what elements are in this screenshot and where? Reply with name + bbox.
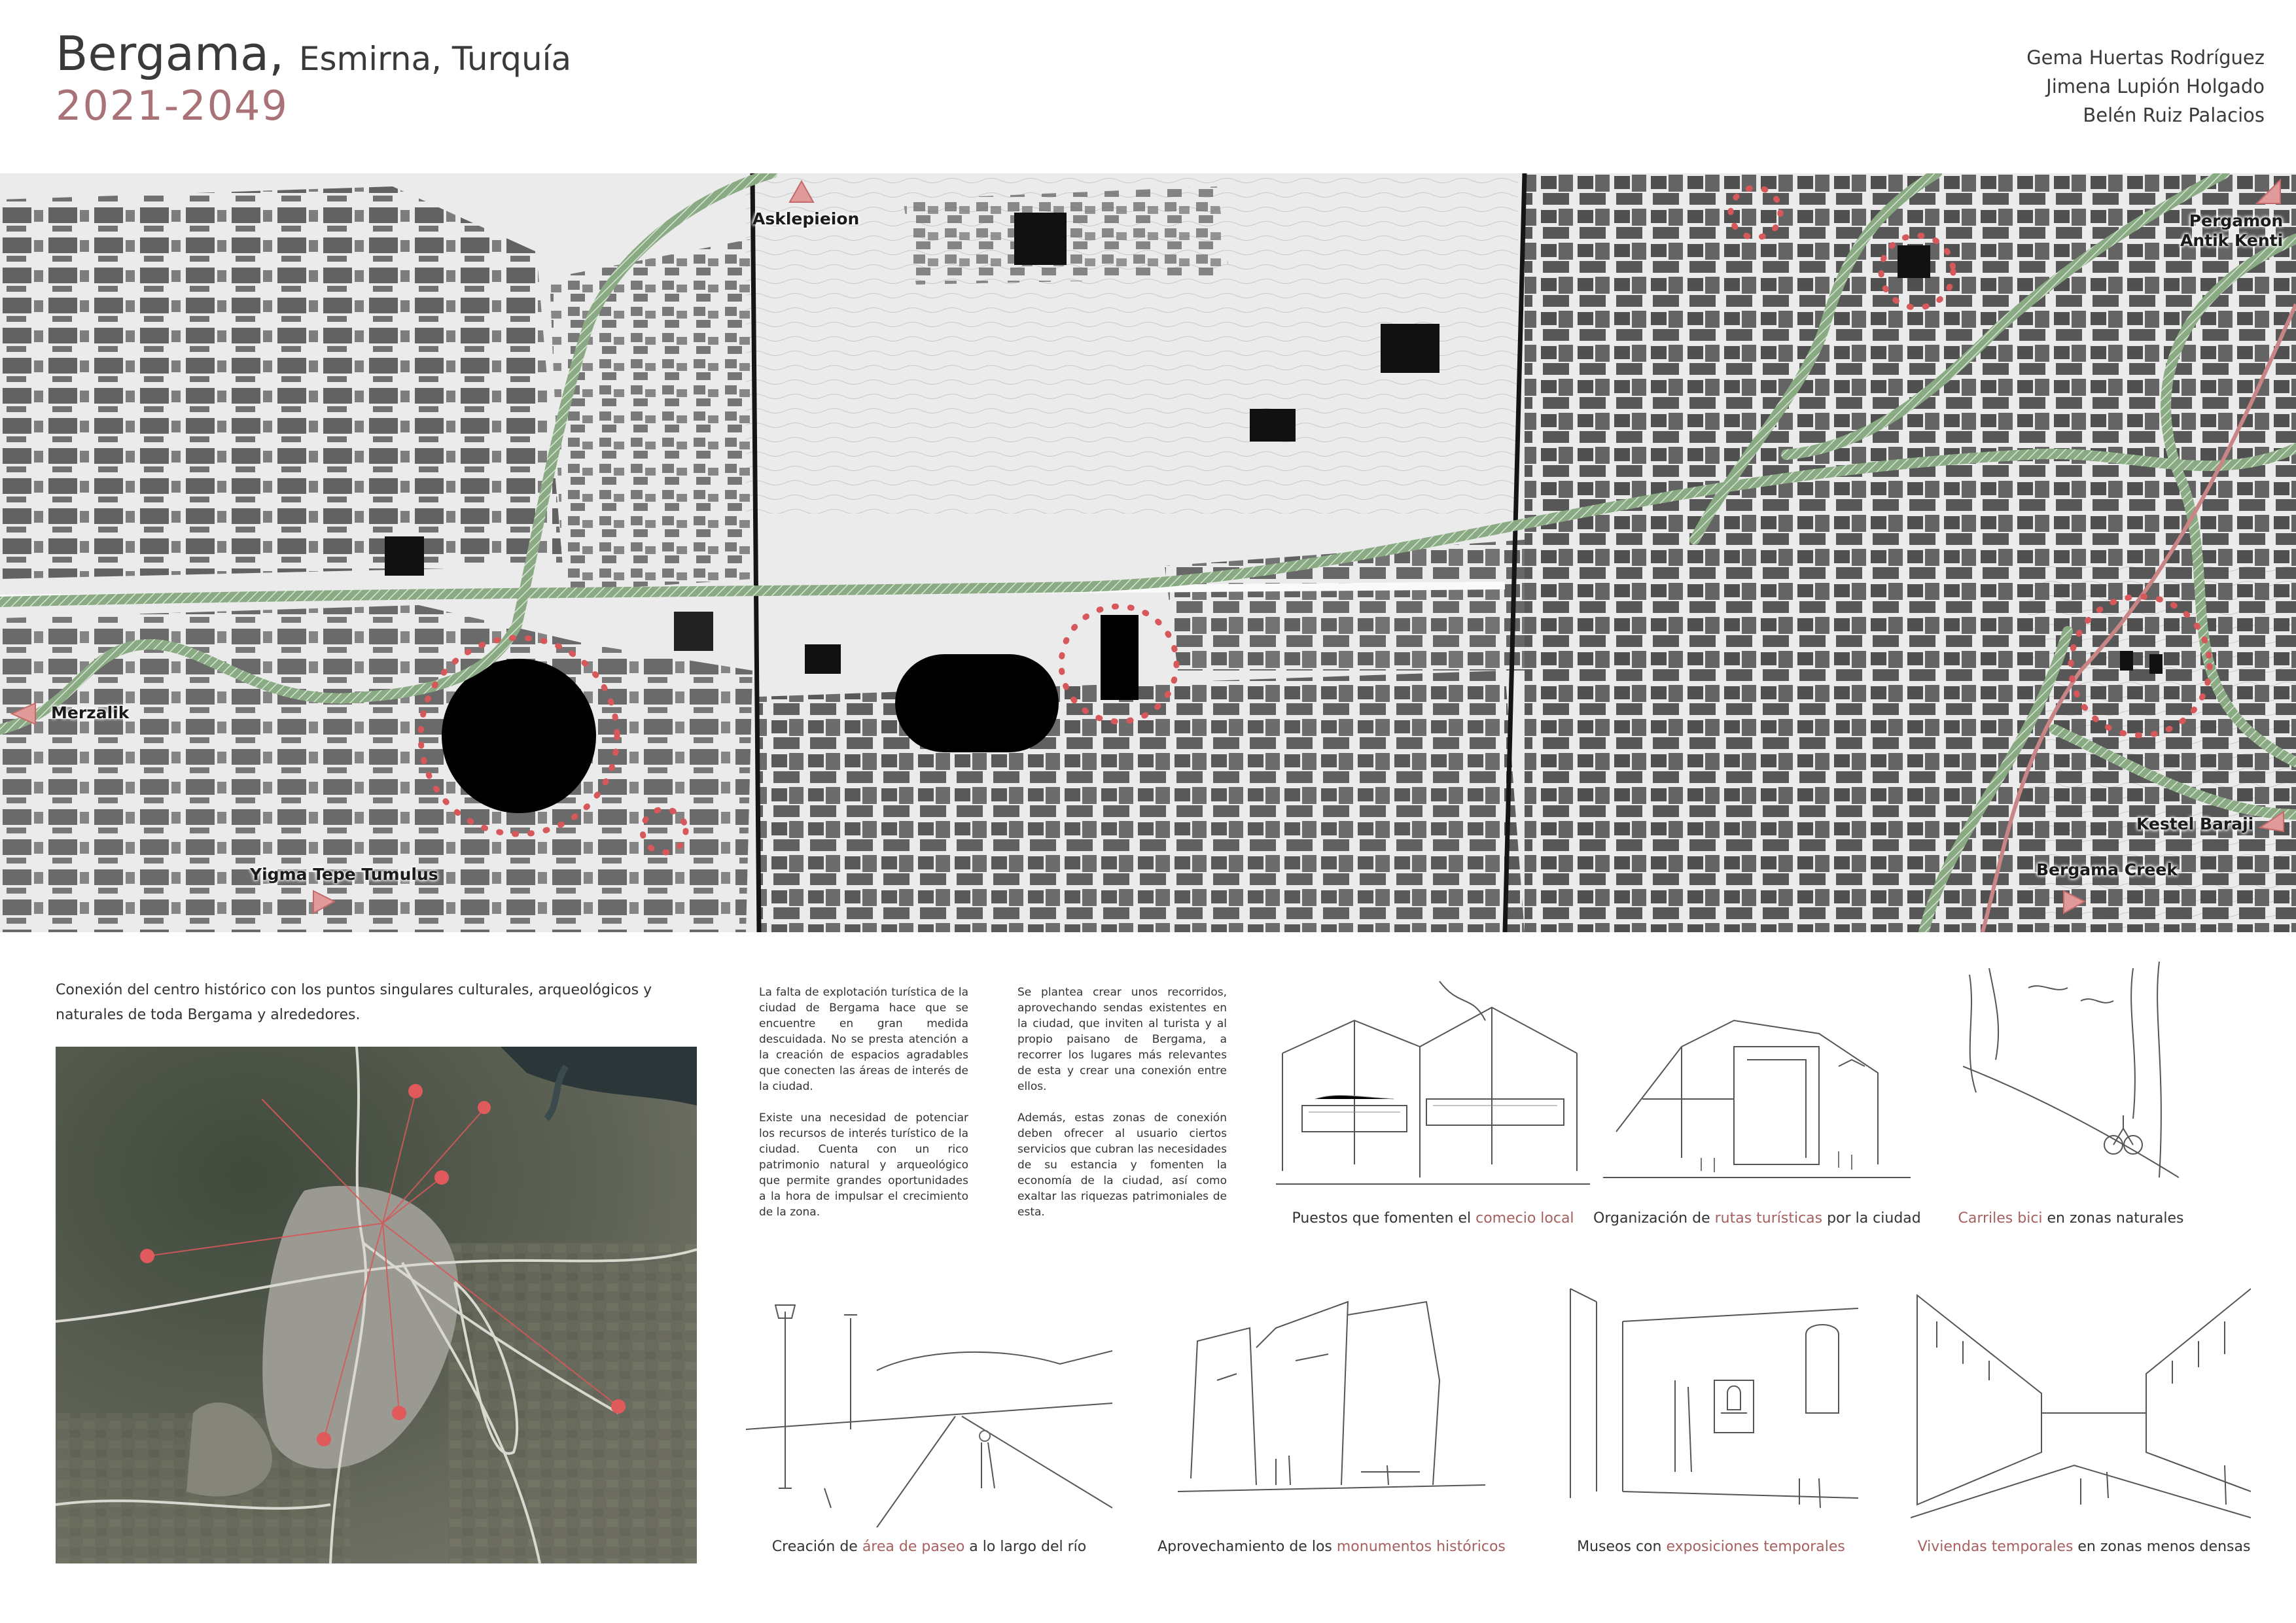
sketch-monuments-drawing [1178, 1289, 1485, 1524]
sketch-tourist-routes [1603, 968, 1911, 1191]
caption-rutas-c: por la ciudad [1822, 1210, 1921, 1227]
column1-para1: La falta de explotación turística de la ciudad de Bergama hace que se encuentre en gran medida descuidada. No se presta atención a la creación de espacios agradables que conecten las áreas de interés de la ciudad. [759, 986, 968, 1093]
place-kestel: Kestel Baraji [2136, 814, 2254, 833]
caption-monumentos-a: Aprovechamiento de los [1157, 1539, 1337, 1555]
column2-para2: Además, estas zonas de conexión deben ofrecer al usuario ciertos servicios que cubran las necesidades de su estancia y fomenten la economía de la ciudad, así como exaltar las riquezas patrimoniales de esta. [1017, 1111, 1227, 1219]
place-pergamon-line2: Antik Kenti [2180, 231, 2284, 250]
period-label: 2021-2049 [56, 82, 289, 130]
caption-paseo-b: área de paseo [862, 1539, 965, 1555]
page-title [56, 26, 571, 81]
title-sub: Esmirna, Turquía [298, 40, 572, 78]
place-creek: Bergama Creek [2036, 860, 2178, 879]
caption-carriles-c: en zonas naturales [2042, 1210, 2184, 1227]
sketch-temporary-housing [1911, 1282, 2251, 1524]
sketch-market-stalls [1276, 968, 1590, 1191]
map-drawing [0, 173, 2296, 932]
sketch-museum [1557, 1282, 1865, 1524]
satellite-map [56, 1047, 697, 1563]
author-2: Jimena Lupión Holgado [2046, 75, 2265, 97]
pin-yigma [311, 888, 337, 915]
city-map [0, 173, 2296, 932]
caption-museos [1538, 1539, 1884, 1555]
caption-rutas-a: Organización de [1593, 1210, 1715, 1227]
author-3: Belén Ruiz Palacios [2083, 104, 2265, 126]
sketch-museum-drawing [1557, 1282, 1865, 1524]
column1-para2: Existe una necesidad de potenciar los recursos de interés turístico de la ciudad. Cuenta con un rico patrimonio natural y arqueológico que permite grandes oportunidades a la hora de impulsar el crecimiento de la zona. [759, 1111, 968, 1219]
caption-carriles-b: Carriles bici [1958, 1210, 2043, 1227]
caption-rutas [1593, 1210, 1920, 1227]
caption-puestos [1276, 1210, 1590, 1227]
pin-merzalik [9, 701, 37, 727]
authors [2026, 43, 2265, 130]
caption-viviendas [1898, 1539, 2270, 1555]
sketch-river-walk [746, 1292, 1112, 1527]
caption-monumentos-b: monumentos históricos [1336, 1539, 1506, 1555]
caption-paseo-a: Creación de [771, 1539, 862, 1555]
sketch-monuments [1178, 1289, 1485, 1524]
caption-paseo-c: a lo largo del río [964, 1539, 1087, 1555]
caption-puestos-a: Puestos que fomenten el [1292, 1210, 1476, 1227]
caption-museos-a: Museos con [1577, 1539, 1667, 1555]
sketch-housing-drawing [1911, 1282, 2251, 1524]
caption-puestos-b: comecio local [1475, 1210, 1574, 1227]
pin-asklepieion [788, 180, 815, 203]
caption-viviendas-c: en zonas menos densas [2073, 1539, 2251, 1555]
sketch-market-drawing [1276, 968, 1590, 1191]
intro-text: Conexión del centro histórico con los puntos singulares culturales, arqueológicos y naturales de toda Bergama y alrededores. [56, 982, 652, 1023]
sketch-walk-drawing [746, 1292, 1112, 1527]
place-pergamon-line1: Pergamon [2189, 211, 2284, 230]
sketch-bike-lanes [1963, 962, 2179, 1191]
pin-kestel [2257, 808, 2286, 834]
sketch-routes-drawing [1603, 968, 1911, 1191]
pin-creek [2061, 888, 2087, 915]
title-main: Bergama, [56, 26, 284, 81]
caption-rutas-b: rutas turísticas [1714, 1210, 1823, 1227]
column2-para1: Se plantea crear unos recorridos, aprovechando sendas existentes en la ciudad, que inviten al turista y al propio paisano de Bergama, a recorrer los lugares más relevantes de esta y crear una conexión entre ellos. [1017, 986, 1227, 1093]
caption-viviendas-b: Viviendas temporales [1917, 1539, 2074, 1555]
caption-monumentos [1139, 1539, 1525, 1555]
caption-paseo [733, 1539, 1125, 1555]
caption-museos-b: exposiciones temporales [1666, 1539, 1845, 1555]
pin-pergamon [2254, 179, 2282, 205]
text-column-1 [759, 985, 968, 1236]
place-merzalik: Merzalik [51, 703, 130, 722]
text-column-2 [1017, 985, 1227, 1236]
place-asklepieion: Asklepieion [752, 209, 860, 228]
place-yigma: Yigma Tepe Tumulus [250, 865, 438, 884]
caption-carriles [1953, 1210, 2189, 1227]
sketch-bike-drawing [1963, 962, 2179, 1191]
satellite-drawing [56, 1047, 697, 1563]
place-pergamon [2180, 211, 2283, 251]
author-1: Gema Huertas Rodríguez [2026, 46, 2265, 69]
